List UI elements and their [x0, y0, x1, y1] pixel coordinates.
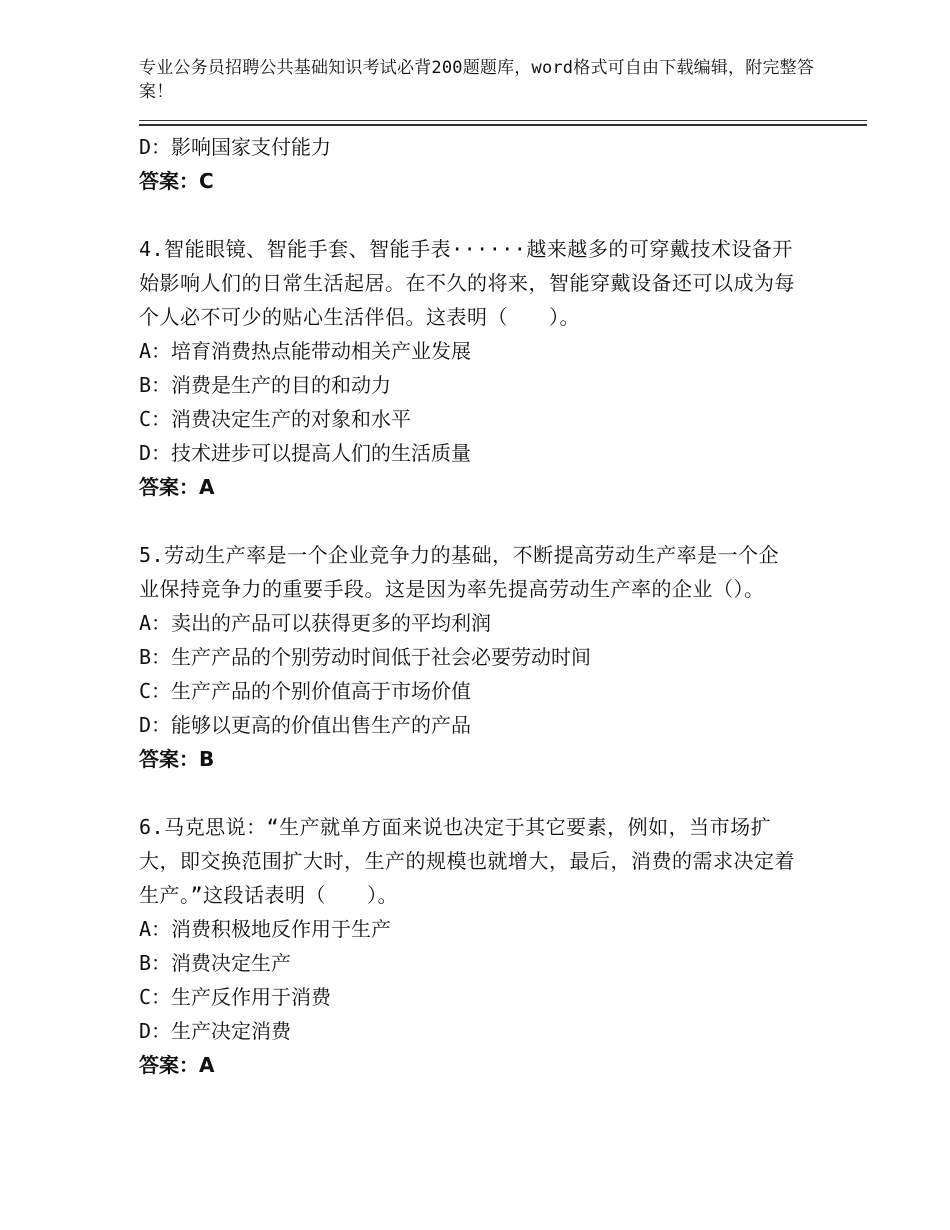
header-text: 专业公务员招聘公共基础知识考试必背200题题库，word格式可自由下载编辑，附完整答案！ [139, 58, 815, 102]
option-d: D：能够以更高的价值出售生产的产品 [139, 713, 472, 737]
option-c: C：生产产品的个别价值高于市场价值 [139, 679, 472, 703]
answer-line: 答案：A [139, 475, 215, 499]
spacer [139, 776, 795, 810]
question-stem: 4.智能眼镜、智能手套、智能手表······越来越多的可穿戴技术设备开始影响人们的日常生活起居。在不久的将来，智能穿戴设备还可以成为每个人必不可少的贴心生活伴侣。这表明（ ）。 [139, 237, 795, 329]
answer-line: 答案：A [139, 1053, 215, 1077]
spacer [139, 198, 795, 232]
question-6 [139, 810, 795, 1082]
option-a: A：消费积极地反作用于生产 [139, 917, 392, 941]
option-b: B：生产产品的个别劳动时间低于社会必要劳动时间 [139, 645, 592, 669]
question-4 [139, 232, 795, 504]
option-c: C：消费决定生产的对象和水平 [139, 407, 412, 431]
spacer [139, 504, 795, 538]
answer-line: 答案：C [139, 169, 214, 193]
option-b: B：消费是生产的目的和动力 [139, 373, 392, 397]
header-divider [139, 120, 867, 126]
option-b: B：消费决定生产 [139, 951, 292, 975]
option-a: A：卖出的产品可以获得更多的平均利润 [139, 611, 492, 635]
question-stem: 6.马克思说：“生产就单方面来说也决定于其它要素，例如，当市场扩大，即交换范围扩大时，生产的规模也就增大，最后，消费的需求决定着生产。”这段话表明（ ）。 [139, 815, 795, 907]
option-c: C：生产反作用于消费 [139, 985, 332, 1009]
question-5 [139, 538, 795, 776]
page-header [139, 56, 819, 104]
option-d: D：生产决定消费 [139, 1019, 292, 1043]
option-d: D：影响国家支付能力 [139, 135, 332, 159]
option-d: D：技术进步可以提高人们的生活质量 [139, 441, 472, 465]
answer-line: 答案：B [139, 747, 215, 771]
option-a: A：培育消费热点能带动相关产业发展 [139, 339, 472, 363]
question-stem: 5.劳动生产率是一个企业竞争力的基础，不断提高劳动生产率是一个企业保持竞争力的重要手段。这是因为率先提高劳动生产率的企业（）。 [139, 543, 780, 601]
prev-question-tail [139, 130, 795, 198]
document-body [139, 130, 795, 1082]
